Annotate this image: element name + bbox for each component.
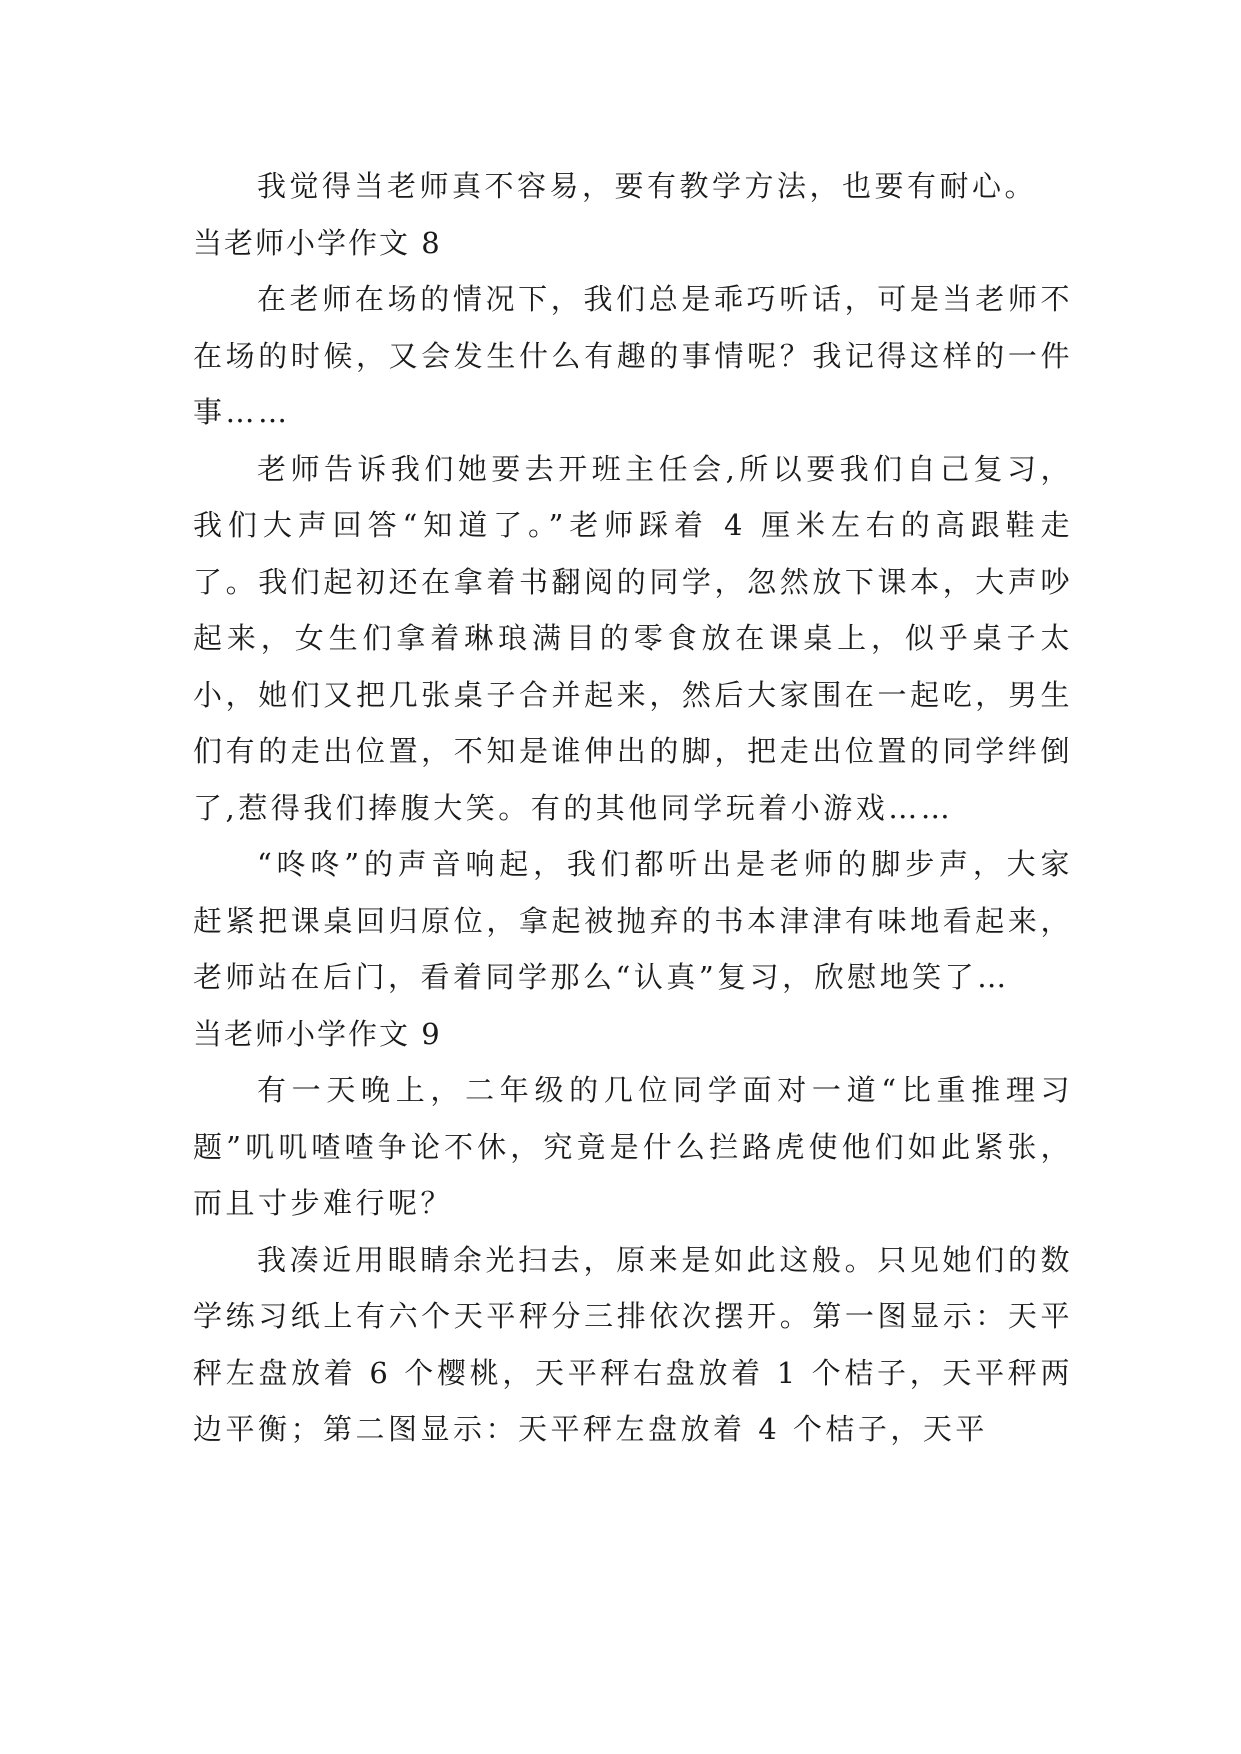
paragraph-8-1: 在老师在场的情况下，我们总是乖巧听话，可是当老师不在场的时候，又会发生什么有趣的事情呢？我记得这样的一件事…… <box>193 282 1073 429</box>
paragraph-8-3: “咚咚”的声音响起，我们都听出是老师的脚步声，大家赶紧把课桌回归原位，拿起被抛弃的书本津津有味地看起来，老师站在后门，看着同学那么“认真”复习，欣慰地笑了… <box>193 847 1073 994</box>
paragraph-intro: 我觉得当老师真不容易，要有教学方法，也要有耐心。 <box>257 169 1038 203</box>
paragraph-9-2: 我凑近用眼睛余光扫去，原来是如此这般。只见她们的数学练习纸上有六个天平秤分三排依次摆开。第一图显示：天平秤左盘放着 6 个樱桃，天平秤右盘放着 1 个桔子，天平秤两边平衡；第二图显示：天平秤左盘放着 4 个桔子，天平 <box>193 1242 1073 1446</box>
paragraph-8-2: 老师告诉我们她要去开班主任会,所以要我们自己复习，我们大声回答“知道了。”老师踩着 4 厘米左右的高跟鞋走了。我们起初还在拿着书翻阅的同学，忽然放下课本，大声吵起来，女生们拿着琳琅满目的零食放在课桌上，似乎桌子太小，她们又把几张桌子合并起来，然后大家围在一起吃，男生们有的走出位置，不知是谁伸出的脚，把走出位置的同学绊倒了,惹得我们捧腹大笑。有的其他同学玩着小游戏…… <box>193 451 1073 825</box>
section-heading-9: 当老师小学作文 9 <box>193 1016 442 1051</box>
paragraph-9-1: 有一天晚上，二年级的几位同学面对一道“比重推理习题”叽叽喳喳争论不休，究竟是什么拦路虎使他们如此紧张，而且寸步难行呢？ <box>193 1073 1073 1220</box>
section-heading-8: 当老师小学作文 8 <box>193 225 442 260</box>
document-body <box>193 158 1073 1458</box>
